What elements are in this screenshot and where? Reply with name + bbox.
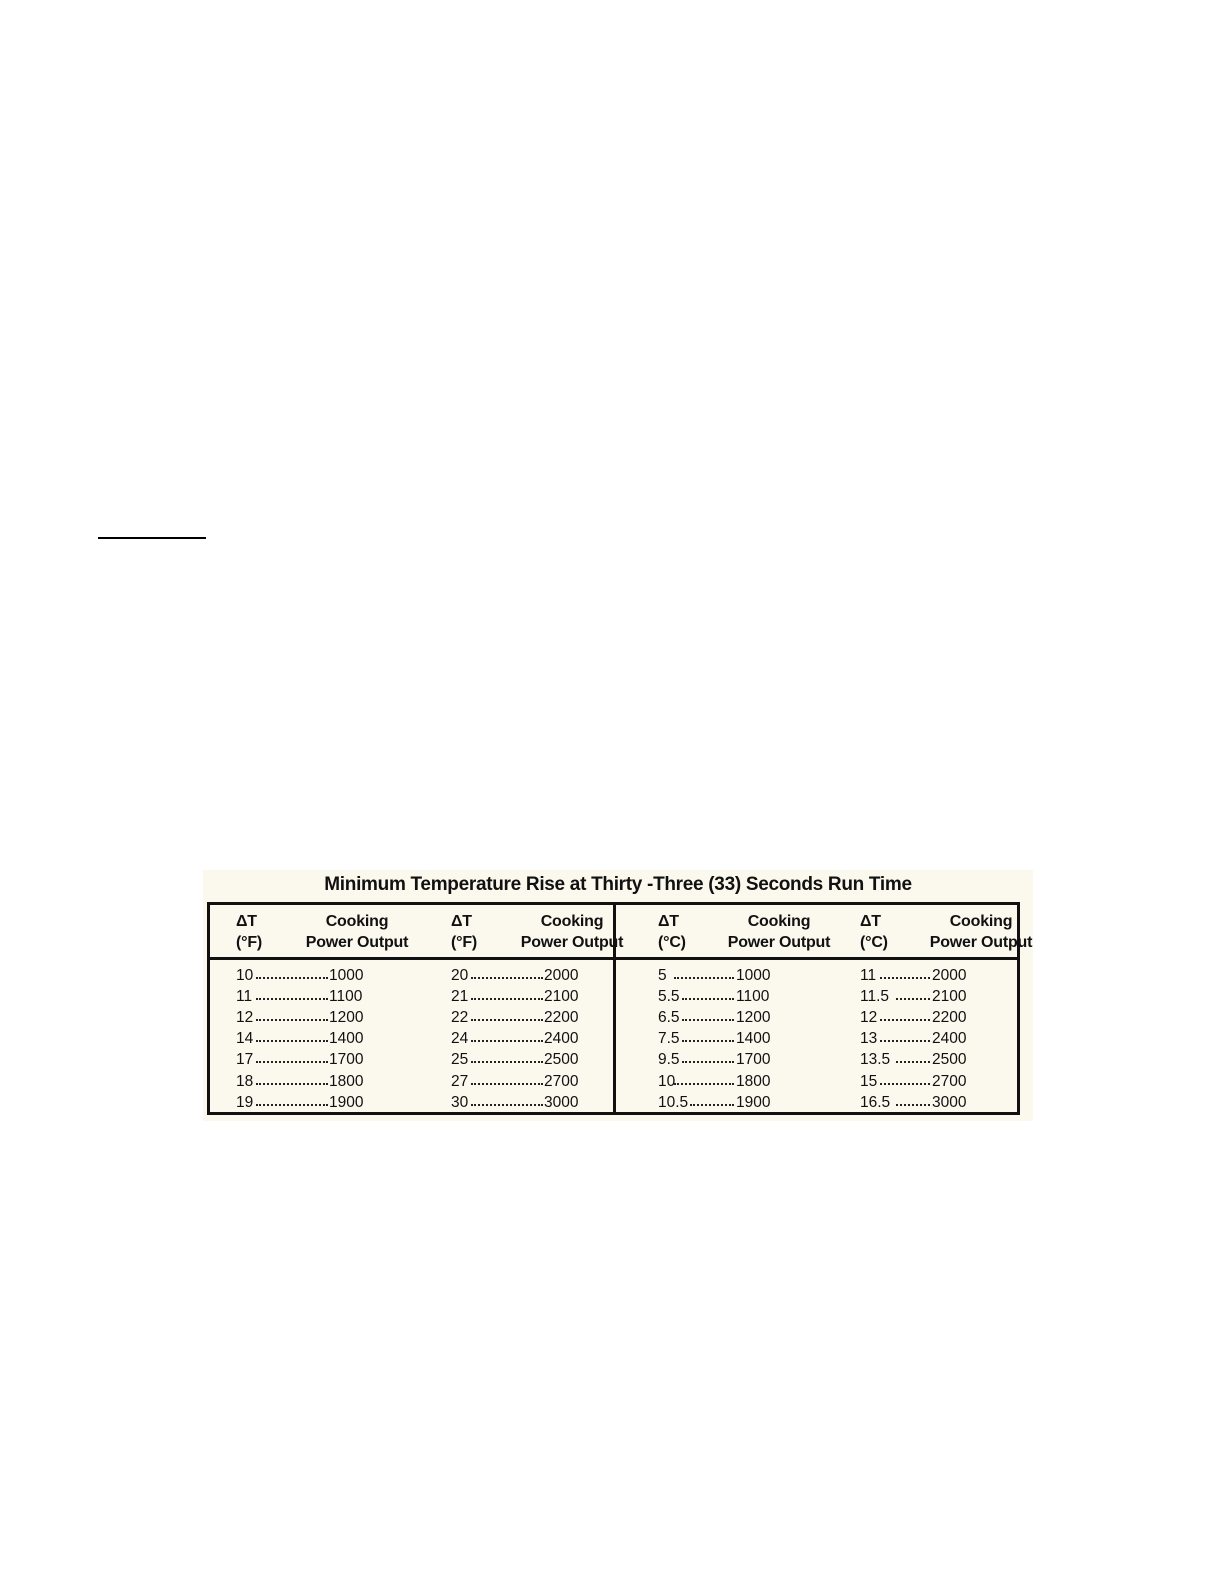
power-output-header: [916, 911, 1046, 953]
delta-t-value: 20: [451, 967, 469, 984]
delta-t-value: 6.5: [658, 1009, 680, 1027]
leader-dots: [256, 1083, 328, 1085]
delta-t-value: 18: [236, 1072, 254, 1090]
delta-t-symbol: ΔT: [236, 913, 257, 930]
table-title: Minimum Temperature Rise at Thirty -Three (33) Seconds Run Time: [324, 874, 912, 895]
delta-t-value: 11: [860, 967, 877, 984]
power-output-header: [292, 911, 422, 953]
section-underline: [98, 537, 206, 539]
unit-label: (°C): [860, 934, 888, 951]
leader-dots: [880, 1083, 930, 1085]
delta-t-value: 5.5: [658, 988, 680, 1006]
leader-dots: [256, 1019, 328, 1021]
delta-t-value: 10.5: [658, 1093, 689, 1111]
cooking-label: Cooking: [949, 913, 1013, 930]
power-output-value: 1700: [736, 1051, 771, 1069]
delta-t-value: 11: [236, 988, 253, 1006]
leader-dots: [256, 1104, 328, 1106]
delta-t-value: 19: [236, 1093, 254, 1111]
leader-dots: [880, 1040, 930, 1042]
power-output-value: 2400: [544, 1030, 579, 1048]
power-output-value: 1400: [329, 1030, 364, 1048]
power-output-value: 2500: [932, 1051, 967, 1069]
leader-dots: [471, 1083, 543, 1085]
power-output-label: Power Output: [305, 934, 409, 951]
leader-dots: [896, 998, 930, 1000]
delta-t-value: 13: [860, 1030, 878, 1048]
power-output-value: 1400: [736, 1030, 771, 1048]
leader-dots: [471, 998, 543, 1000]
delta-t-value: 7.5: [658, 1030, 680, 1048]
leader-dots: [880, 977, 930, 979]
delta-t-header: [451, 911, 491, 953]
power-output-value: 3000: [932, 1093, 967, 1111]
leader-dots: [471, 1040, 543, 1042]
delta-t-value: 27: [451, 1072, 469, 1090]
delta-t-value: 17: [236, 1051, 254, 1069]
cooking-label: Cooking: [747, 913, 811, 930]
delta-t-header: [236, 911, 276, 953]
leader-dots: [471, 977, 543, 979]
power-output-value: 1100: [736, 988, 770, 1006]
power-output-value: 2400: [932, 1030, 967, 1048]
power-output-label: Power Output: [929, 934, 1033, 951]
delta-t-value: 30: [451, 1093, 469, 1111]
power-output-value: 1000: [329, 967, 364, 984]
power-output-value: 1200: [736, 1009, 771, 1027]
delta-t-value: 11.5: [860, 988, 890, 1006]
power-output-value: 1700: [329, 1051, 364, 1069]
delta-t-value: 25: [451, 1051, 469, 1069]
unit-label: (°C): [658, 934, 686, 951]
power-output-label: Power Output: [727, 934, 831, 951]
leader-dots: [682, 1061, 734, 1063]
power-output-label: Power Output: [520, 934, 624, 951]
power-output-value: 1800: [736, 1072, 771, 1090]
power-output-value: 1900: [329, 1093, 364, 1111]
delta-t-value: 15: [860, 1072, 878, 1090]
delta-t-symbol: ΔT: [451, 913, 472, 930]
cooking-label: Cooking: [540, 913, 604, 930]
power-output-value: 1800: [329, 1072, 364, 1090]
delta-t-value: 10: [658, 1072, 676, 1090]
delta-t-value: 21: [451, 988, 469, 1006]
power-output-value: 2000: [544, 967, 579, 984]
power-output-header: [714, 911, 844, 953]
delta-t-value: 24: [451, 1030, 469, 1048]
leader-dots: [682, 998, 734, 1000]
leader-dots: [690, 1104, 734, 1106]
power-output-header: [507, 911, 637, 953]
power-output-value: 2200: [544, 1009, 579, 1027]
leader-dots: [682, 1040, 734, 1042]
delta-t-value: 13.5: [860, 1051, 891, 1069]
delta-t-header: [658, 911, 698, 953]
delta-t-value: 10: [236, 967, 254, 984]
power-output-value: 2100: [544, 988, 579, 1006]
leader-dots: [256, 1061, 328, 1063]
unit-label: (°F): [451, 934, 478, 951]
leader-dots: [880, 1019, 930, 1021]
leader-dots: [471, 1104, 543, 1106]
temperature-rise-table-figure: [203, 870, 1033, 1121]
delta-t-value: 22: [451, 1009, 469, 1027]
delta-t-header: [860, 911, 900, 953]
power-output-value: 2700: [932, 1072, 967, 1090]
power-output-value: 2500: [544, 1051, 579, 1069]
power-output-value: 1200: [329, 1009, 364, 1027]
leader-dots: [256, 977, 328, 979]
delta-t-value: 12: [860, 1009, 878, 1027]
leader-dots: [471, 1019, 543, 1021]
power-output-value: 1000: [736, 967, 771, 984]
leader-dots: [682, 1019, 734, 1021]
leader-dots: [256, 1040, 328, 1042]
cooking-label: Cooking: [325, 913, 389, 930]
delta-t-value: 16.5: [860, 1093, 891, 1111]
power-output-value: 1900: [736, 1093, 771, 1111]
leader-dots: [674, 1083, 734, 1085]
delta-t-value: 12: [236, 1009, 254, 1027]
temperature-rise-table: [207, 902, 1033, 1115]
leader-dots: [896, 1061, 930, 1063]
leader-dots: [471, 1061, 543, 1063]
power-output-value: 2200: [932, 1009, 967, 1027]
leader-dots: [896, 1104, 930, 1106]
leader-dots: [256, 998, 328, 1000]
leader-dots: [674, 977, 734, 979]
power-output-value: 3000: [544, 1093, 579, 1111]
power-output-value: 1100: [329, 988, 363, 1006]
power-output-value: 2100: [932, 988, 967, 1006]
delta-t-value: 9.5: [658, 1051, 680, 1069]
power-output-value: 2700: [544, 1072, 579, 1090]
delta-t-value: 14: [236, 1030, 254, 1048]
power-output-value: 2000: [932, 967, 967, 984]
unit-label: (°F): [236, 934, 263, 951]
delta-t-value: 5: [658, 967, 667, 984]
delta-t-symbol: ΔT: [860, 913, 881, 930]
delta-t-symbol: ΔT: [658, 913, 679, 930]
